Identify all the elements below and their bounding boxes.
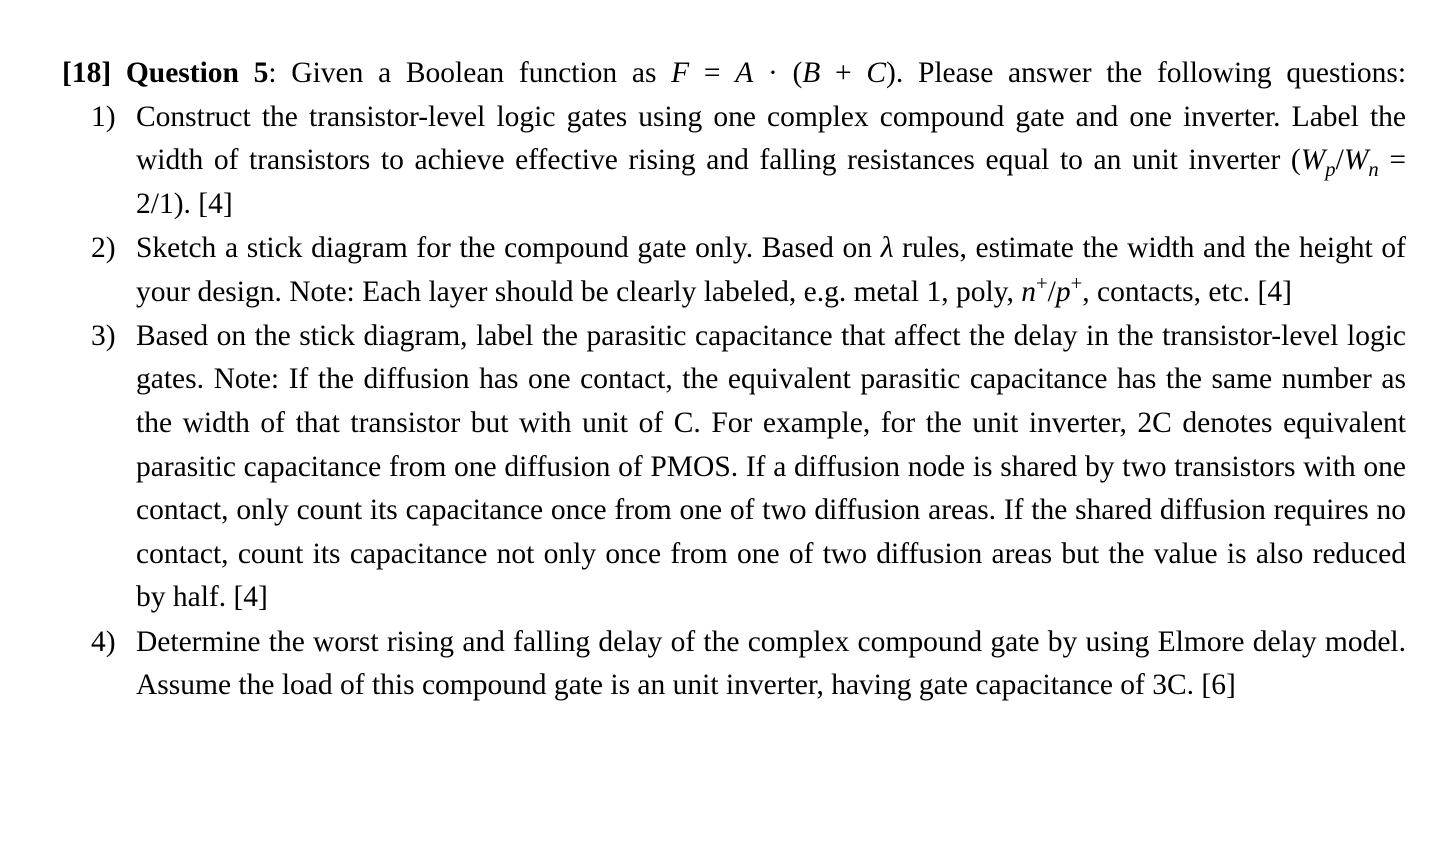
item-text: Sketch a stick diagram for the compound gate only. Based on [136,231,881,264]
formula-A: A [735,57,754,89]
list-item-3 [91,315,1406,620]
item-text-end: . [4] [183,187,233,220]
item-text: Determine the worst rising and falling delay of the complex compound gate by using Elmore delay model. Assume the load of this compound gate is an unit inverter, having gate capacitance of 3C. [6] [136,625,1406,702]
question-intro-prefix: : Given a Boolean function as [268,57,672,89]
list-item-2 [91,227,1406,314]
formula-B: B [802,57,821,89]
formula-C: C [866,57,887,89]
math-W: W [1300,144,1326,177]
item-text-end: , contacts, etc. [4] [1082,275,1292,308]
formula-F: F [671,57,690,89]
math-p: p [1055,275,1071,308]
item-number: 2) [91,231,116,264]
math-slash: / [1047,275,1056,308]
question-intro-suffix: . Please answer the following questions: [895,57,1407,89]
item-number: 4) [91,625,116,658]
item-text-mid: rules, estimate the width and the height of your design. Note: Each layer should be clearly labeled, e.g. metal 1, poly, [136,231,1406,308]
formula-dot: · [753,57,793,89]
math-n: n [1021,275,1037,308]
math-sup-plus: + [1070,272,1083,295]
question-title: Question 5 [125,57,269,89]
boolean-formula [671,57,896,89]
math-W: W [1343,144,1369,177]
formula-eq: = [689,57,736,89]
lambda-symbol: λ [880,231,894,264]
math-subscript-p: p [1325,159,1336,182]
list-item-1 [91,96,1406,227]
formula-lparen: ( [792,57,803,89]
list-item-4 [91,621,1406,708]
item-text: Based on the stick diagram, label the parasitic capacitance that affect the delay in the transistor-level logic gates. Note: If the diffusion has one contact, the equivalent parasitic capacitance has the same number as the width of that transistor but with unit of C. For example, for the unit inverter, 2C denotes equivalent parasitic capacitance from one diffusion of PMOS. If a diffusion node is shared by two transistors with one contact, only count its capacitance once from one of two diffusion areas. If the shared diffusion requires no contact, count its capacitance not only once from one of two diffusion areas but the value is also reduced by half. [4] [136,319,1406,614]
formula-plus: + [820,57,867,89]
item-number: 3) [91,319,116,352]
item-number: 1) [91,100,116,133]
question-document [62,52,1406,708]
math-sup-plus: + [1036,272,1048,295]
question-header [62,52,1406,95]
question-points: [18] [62,57,112,89]
math-subscript-n: n [1368,159,1379,182]
math-slash: / [1335,144,1344,177]
math-ratio: = 2/1) [136,144,1406,220]
item-text: Construct the transistor-level logic gates using one complex compound gate and one inverter. Label the width of transistors to achieve effective rising and falling resistances equal to an unit inverter ( [136,100,1406,177]
formula-rparen: ) [886,57,896,89]
